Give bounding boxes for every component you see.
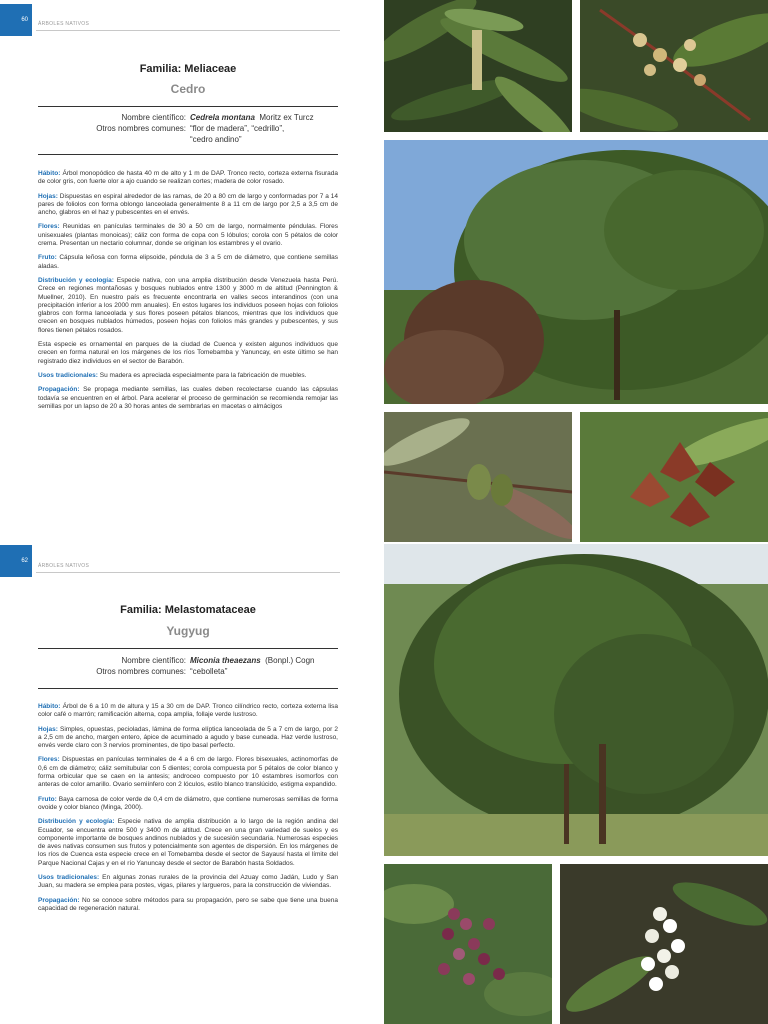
author: Moritz ex Turcz bbox=[259, 113, 314, 122]
header-rule bbox=[36, 572, 340, 573]
photo-yugyug-flowers bbox=[560, 864, 768, 1024]
other-names-line-2: “cedro andino” bbox=[190, 135, 242, 144]
family-heading: Familia: Melastomataceae bbox=[120, 604, 256, 616]
paragraph-propagacion: Propagación: No se conoce sobre métodos para su propagación, pero se sabe que tiene una buena capacidad de regeneración natural. bbox=[38, 896, 338, 912]
paragraph-hojas: Hojas: Dispuestas en espiral alrededor de las ramas, de 20 a 80 cm de largo y conformadas por 7 a 14 pares de foliolos con forma oblongo lanceolada generalmente 8 a 11 cm de largo por 2,5 a 3,5 cm de ancho, glabros en el haz y pubescentes en el envés. bbox=[38, 192, 338, 217]
scientific-name: Miconia theaezans bbox=[190, 656, 261, 665]
name-box-bottom-rule bbox=[38, 688, 338, 689]
name-box-bottom-rule bbox=[38, 154, 338, 155]
paragraph-usos: Usos tradicionales: En algunas zonas rurales de la provincia del Azuay como Jadán, Ludo y San Juan, su madera se emplea para postes, vigas, pilares y largueros, para la construcción de viviendas. bbox=[38, 874, 338, 890]
other-names-label: Otros nombres comunes: bbox=[96, 124, 186, 133]
photo-yugyug-fruits bbox=[384, 864, 552, 1024]
common-name-heading: Cedro bbox=[170, 82, 206, 96]
photo-cedro-tree bbox=[384, 140, 768, 404]
photo-cedro-capsules bbox=[580, 412, 768, 542]
paragraph-distribucion: Distribución y ecología: Especie nativa, con una amplia distribución desde Venezuela hasta Perú. Crece en regiones montañosas y bosques nublados entre 1300 y 3000 m de altitud (Pennington & Muellner, 2010). En nuestro país es frecuente encontrarla en valles secos interandinos (con una precipitación inferior a los 2000 mm anuales). En estos lugares los individuos poseen hojas con foliolos glabros con forma lanceolada y sus flores poseen pétalos blancos, mientras que los individuos que crecen en bosques nublados húmedos, poseen hojas con foliolos más grandes y pubescentes, y sus flores tienen pétalos rosados. bbox=[38, 276, 338, 334]
author: (Bonpl.) Cogn bbox=[265, 656, 315, 665]
paragraph-distribucion: Distribución y ecología: Especie nativa de amplia distribución a lo largo de la región andina del Ecuador, se encuentra entre 500 y 3400 m de altitud. Crece en una gran variedad de suelos y es componente importante de bosques andinos nublados y de sucesión secundaria. Numerosas especies de aves nativas consumen sus frutos y potencialmente son agentes de dispersión. En los márgenes de los ríos de Cuenca esta especie crece en el Tomebamba desde el sector de Sayausí hasta el límite del Parque Nacional Cajas y en el río Yanuncay desde el sector de Barabón hasta Soldados. bbox=[38, 818, 338, 867]
common-name-heading: Yugyug bbox=[166, 624, 210, 638]
family-heading: Familia: Meliaceae bbox=[139, 63, 237, 75]
running-head: ÁRBOLES NATIVOS bbox=[38, 21, 90, 27]
name-box-top-rule bbox=[38, 648, 338, 649]
scientific-name: Cedrela montana bbox=[190, 113, 255, 122]
photo-yugyug-tree bbox=[384, 544, 768, 856]
page-number: 62 bbox=[21, 558, 28, 564]
paragraph-fruto: Fruto: Cápsula leñosa con forma elipsoide, péndula de 3 a 5 cm de diámetro, que contiene semillas aladas. bbox=[38, 254, 338, 270]
scientific-name-label: Nombre científico: bbox=[121, 113, 186, 122]
paragraph-flores: Flores: Dispuestas en panículas terminales de 4 a 6 cm de largo. Flores bisexuales, actinomorfas de 0,6 cm de diámetro; cáliz semitubular con 5 dientes; corola compuesta por 5 pétalos de color blanco y forma orbicular que se caen en la antesis; androceo compuesto por 10 estambres isomorfos con anteras de color amarillo. Ovario semiínfero con 2 lóculos, estilo blanco translúcido, estigma expandido. bbox=[38, 756, 338, 789]
other-names-line-1: “cebolleta” bbox=[190, 667, 228, 676]
photo-cedro-inflorescence bbox=[580, 0, 768, 132]
other-names-line-1: “flor de madera”, “cedrillo”, bbox=[190, 124, 285, 133]
paragraph-hojas: Hojas: Simples, opuestas, pecioladas, lámina de forma elíptica lanceolada de 5 a 7 cm de largo, por 2 a 2,5 cm de ancho, margen entero, ápice de acuminado a agudo y base cuneada. Haz verde lustroso, envés verde claro con 3 nervios prominentes, de tipo basal perfecto. bbox=[38, 725, 338, 750]
paragraph-extra: Esta especie es ornamental en parques de la ciudad de Cuenca y existen algunos individuos que crecen en forma natural en los márgenes de los ríos Tomebamba y Yanuncay, en este último se han registrado diez individuos en el sector de Barabón. bbox=[38, 341, 338, 365]
name-box bbox=[38, 655, 338, 677]
scientific-name-label: Nombre científico: bbox=[121, 656, 186, 665]
other-names-label: Otros nombres comunes: bbox=[96, 667, 186, 676]
page-number: 60 bbox=[21, 17, 28, 23]
paragraph-flores: Flores: Reunidas en panículas terminales de 30 a 50 cm de largo, normalmente péndulas. Flores unisexuales (plantas monoicas); cáliz con forma de copa con 5 lóbulos; corola con 5 pétalos de color crema. Presentan un nectario columnar, donde se originan los estambres y el ovario. bbox=[38, 223, 338, 248]
name-box bbox=[38, 112, 338, 145]
page-number-tab bbox=[0, 4, 32, 36]
header-rule bbox=[36, 30, 340, 31]
page-number-tab bbox=[0, 545, 32, 577]
paragraph-usos: Usos tradicionales: Su madera es apreciada especialmente para la fabricación de muebles. bbox=[38, 371, 307, 379]
description-body bbox=[38, 703, 338, 919]
description-body bbox=[38, 170, 338, 417]
paragraph-habito: Hábito: Árbol monopódico de hasta 40 m de alto y 1 m de DAP. Tronco recto, corteza externa fisurada de color gris, con fuerte olor a ajo cuando se realizan cortes; madera de color rosado. bbox=[38, 170, 338, 186]
name-box-top-rule bbox=[38, 106, 338, 107]
paragraph-habito: Hábito: Árbol de 6 a 10 m de altura y 15 a 30 cm de DAP. Tronco cilíndrico recto, corteza externa lisa color café o marrón; ramificación alterna, copa amplia, follaje verde lustroso. bbox=[38, 703, 338, 719]
running-head: ÁRBOLES NATIVOS bbox=[38, 563, 90, 569]
photo-cedro-leaves bbox=[384, 0, 572, 132]
paragraph-propagacion: Propagación: Se propaga mediante semillas, las cuales deben recolectarse cuando las cápsulas todavía se encuentren en el árbol. Para acelerar el proceso de germinación se recomienda remojar las semillas por un lapso de 20 a 30 horas antes de sembrarlas en macetas o almácigos bbox=[38, 386, 338, 410]
photo-cedro-fruits bbox=[384, 412, 572, 542]
paragraph-fruto: Fruto: Baya carnosa de color verde de 0,4 cm de diámetro, que contiene numerosas semillas de forma ovoide y color blanco (Minga, 2000). bbox=[38, 795, 338, 811]
